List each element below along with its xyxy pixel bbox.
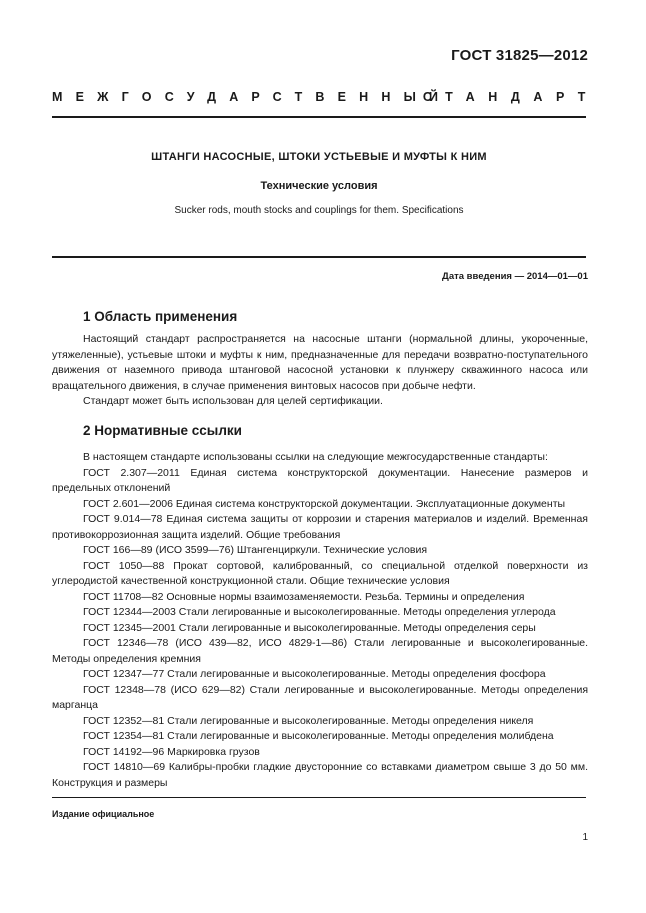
reference-item: ГОСТ 166—89 (ИСО 3599—76) Штангенциркули. Технические условия [83, 544, 428, 556]
section-body-scope [52, 332, 588, 410]
standard-type-band [52, 90, 599, 104]
header-rule [52, 116, 586, 118]
footer-rule [52, 797, 586, 798]
section-heading-references: 2 Нормативные ссылки [83, 423, 242, 438]
english-title: Sucker rods, mouth stocks and couplings for them. Specifications [174, 205, 464, 216]
title-rule [52, 256, 586, 258]
reference-item: ГОСТ 11708—82 Основные нормы взаимозаменяемости. Резьба. Термины и определения [83, 590, 525, 603]
reference-item: ГОСТ 14192—96 Маркировка грузов [83, 745, 260, 758]
reference-item: ГОСТ 12354—81 Стали легированные и высоколегированные. Методы определения молибдена [83, 730, 554, 742]
reference-item: ГОСТ 12345—2001 Стали легированные и высоколегированные. Методы определения серы [83, 621, 536, 634]
reference-item: ГОСТ 12347—77 Стали легированные и высоколегированные. Методы определения фосфора [83, 668, 546, 680]
reference-item: ГОСТ 12348—78 (ИСО 629—82) Стали легированные и высоколегированные. Методы определения марганца [52, 683, 588, 711]
section-body-references [52, 450, 588, 791]
reference-item: ГОСТ 9.014—78 Единая система защиты от коррозии и старения материалов и изделий. Временная противокоррозионная защита изделий. Общие требования [52, 513, 588, 541]
reference-item: ГОСТ 12344—2003 Стали легированные и высоколегированные. Методы определения углерода [83, 606, 556, 618]
band-left-word: МЕЖГОСУДАРСТВЕННЫЙ [52, 90, 452, 104]
reference-item: ГОСТ 12352—81 Стали легированные и высоколегированные. Методы определения никеля [83, 714, 534, 727]
standard-title: ШТАНГИ НАСОСНЫЕ, ШТОКИ УСТЬЕВЫЕ И МУФТЫ К НИМ [151, 151, 487, 163]
reference-item: ГОСТ 14810—69 Калибры-пробки гладкие двусторонние со вставками диаметром свыше 3 до 50 мм. Конструкция и размеры [52, 761, 588, 789]
document-number: ГОСТ 31825—2012 [451, 47, 588, 64]
standard-subtitle: Технические условия [260, 180, 378, 192]
paragraph: Стандарт может быть использован для целей сертификации. [83, 395, 383, 407]
paragraph: В настоящем стандарте использованы ссылки на следующие межгосударственные стандарты: [83, 451, 548, 463]
reference-item: ГОСТ 2.601—2006 Единая система конструкторской документации. Эксплуатационные документы [83, 497, 566, 510]
reference-item: ГОСТ 12346—78 (ИСО 439—82, ИСО 4829-1—86) Стали легированные и высоколегированные. Методы определения кремния [52, 637, 588, 665]
reference-item: ГОСТ 2.307—2011 Единая система конструкторской документации. Нанесение размеров и предельных отклонений [52, 466, 588, 494]
reference-item: ГОСТ 1050—88 Прокат сортовой, калиброванный, со специальной отделкой поверхности из углеродистой качественной конструкционной стали. Общие технические условия [52, 559, 588, 587]
edition-note: Издание официальное [52, 809, 155, 819]
paragraph: Настоящий стандарт распространяется на насосные штанги (нормальной длины, укороченные, утяжеленные), устьевые штоки и муфты к ним, предназначенные для передачи возвратно-поступательного движения от наземного привода штанговой насосной установки к плунжеру скважинного насоса или вращательного движения, в случае применения винтовых насосов при добыче нефти. [52, 333, 588, 392]
page-number: 1 [582, 832, 588, 843]
introduction-date: Дата введения — 2014—01—01 [442, 271, 588, 282]
band-right-word: СТАНДАРТ [422, 90, 599, 104]
section-heading-scope: 1 Область применения [83, 309, 238, 324]
